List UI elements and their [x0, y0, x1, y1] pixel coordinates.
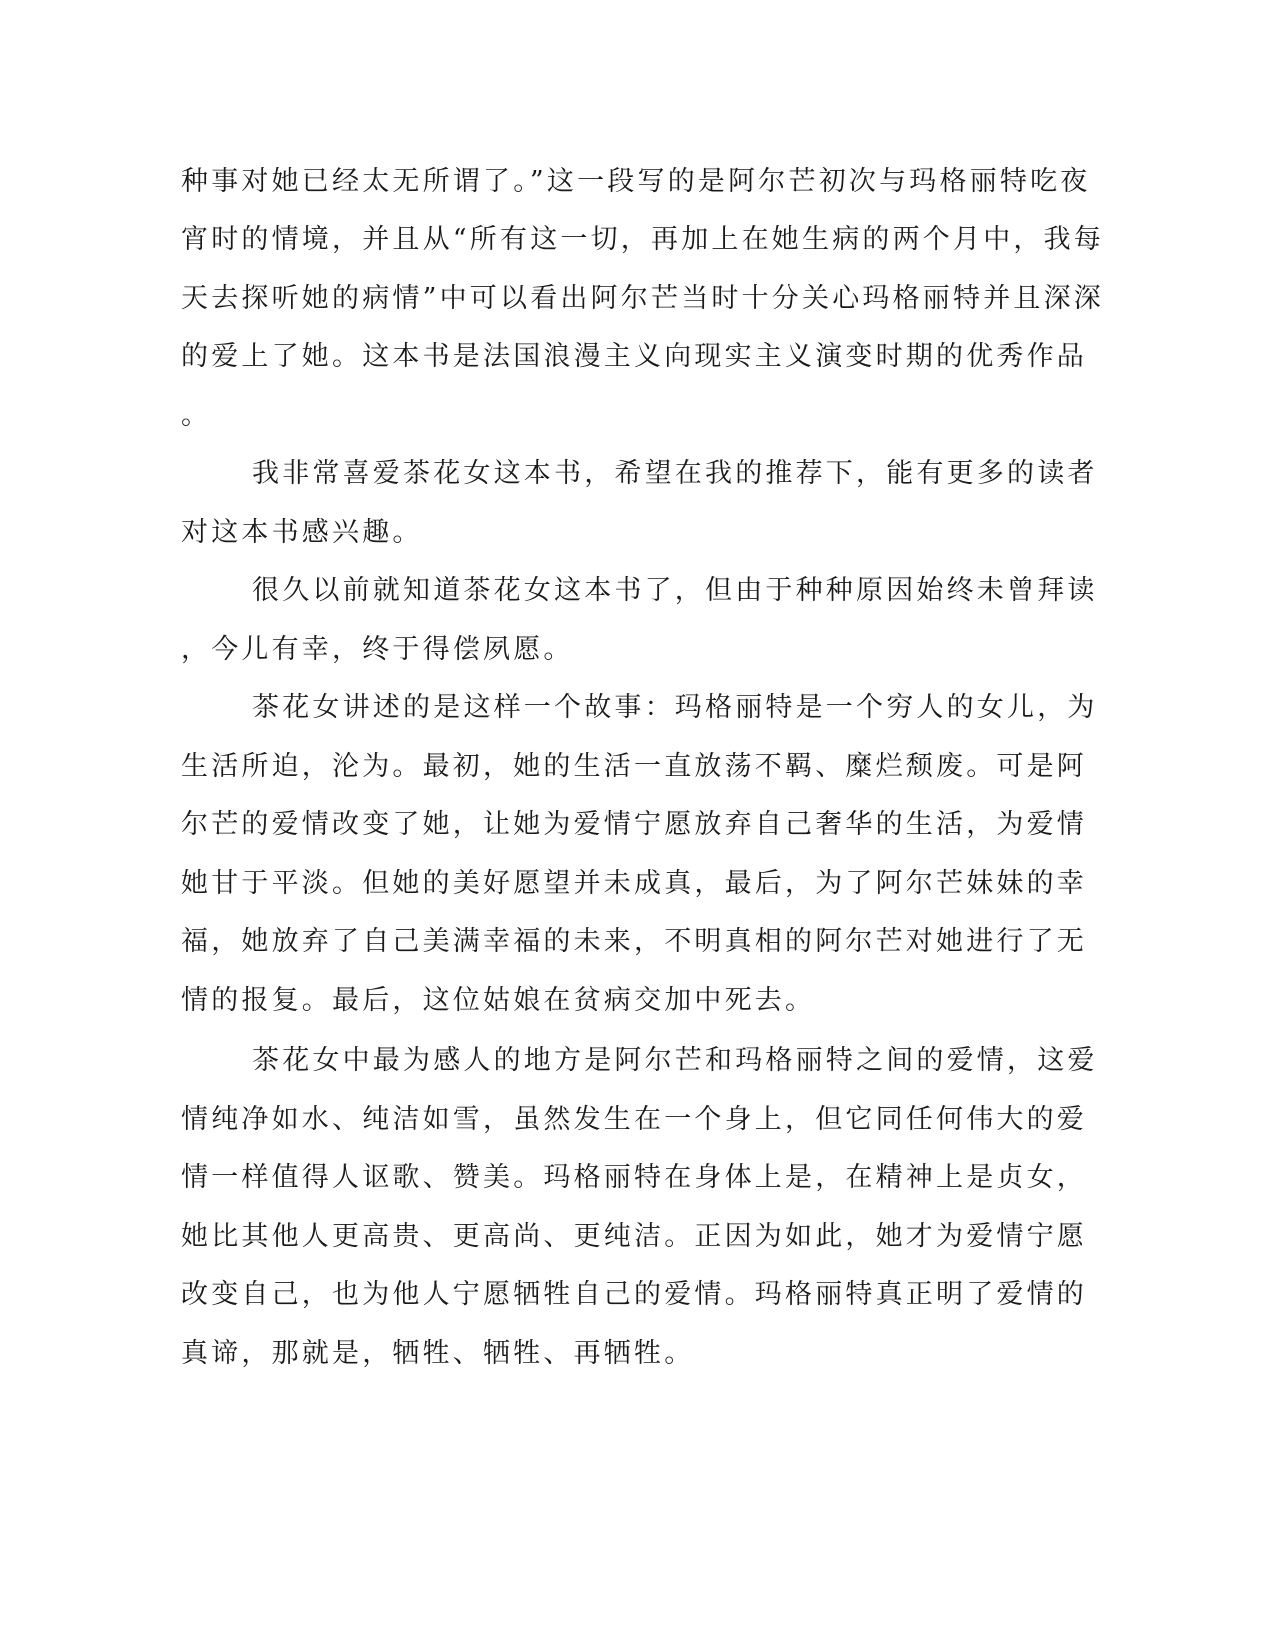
- text-line: 对这本书感兴趣。: [181, 517, 423, 548]
- text-line: 福，她放弃了自己美满幸福的未来，不明真相的阿尔芒对她进行了无: [181, 926, 1087, 957]
- text-line: 她甘于平淡。但她的美好愿望并未成真，最后，为了阿尔芒妹妹的幸: [181, 868, 1087, 899]
- paragraph-first-line: 很久以前就知道茶花女这本书了，但由于种种原因始终未曾拜读: [252, 575, 1098, 606]
- paragraph-first-line: 茶花女中最为感人的地方是阿尔芒和玛格丽特之间的爱情，这爱: [252, 1045, 1098, 1076]
- text-line: 种事对她已经太无所谓了。”这一段写的是阿尔芒初次与玛格丽特吃夜: [181, 166, 1091, 197]
- text-line: ，今儿有幸，终于得偿夙愿。: [181, 634, 574, 665]
- text-line: 情纯净如水、纯洁如雪，虽然发生在一个身上，但它同任何伟大的爱: [181, 1104, 1087, 1135]
- paragraph-first-line: 茶花女讲述的是这样一个故事：玛格丽特是一个穷人的女儿，为: [252, 692, 1098, 723]
- text-line: 改变自己，也为他人宁愿牺牲自己的爱情。玛格丽特真正明了爱情的: [181, 1279, 1087, 1310]
- text-line: 她比其他人更高贵、更高尚、更纯洁。正因为如此，她才为爱情宁愿: [181, 1221, 1087, 1252]
- paragraph-first-line: 我非常喜爱茶花女这本书，希望在我的推荐下，能有更多的读者: [252, 458, 1098, 489]
- text-line: 。: [181, 400, 212, 431]
- text-line: 情一样值得人讴歌、赞美。玛格丽特在身体上是，在精神上是贞女，: [181, 1162, 1087, 1193]
- text-line: 尔芒的爱情改变了她，让她为爱情宁愿放弃自己奢华的生活，为爱情: [181, 809, 1087, 840]
- text-line: 真谛，那就是，牺牲、牺牲、再牺牲。: [181, 1338, 695, 1369]
- text-line: 天去探听她的病情”中可以看出阿尔芒当时十分关心玛格丽特并且深深: [181, 283, 1105, 314]
- text-line: 生活所迫，沦为。最初，她的生活一直放荡不羁、糜烂颓废。可是阿: [181, 751, 1087, 782]
- text-line: 宵时的情境，并且从“所有这一切，再加上在她生病的两个月中，我每: [181, 224, 1105, 255]
- text-line: 的爱上了她。这本书是法国浪漫主义向现实主义演变时期的优秀作品: [181, 341, 1087, 372]
- text-line: 情的报复。最后，这位姑娘在贫病交加中死去。: [181, 985, 816, 1016]
